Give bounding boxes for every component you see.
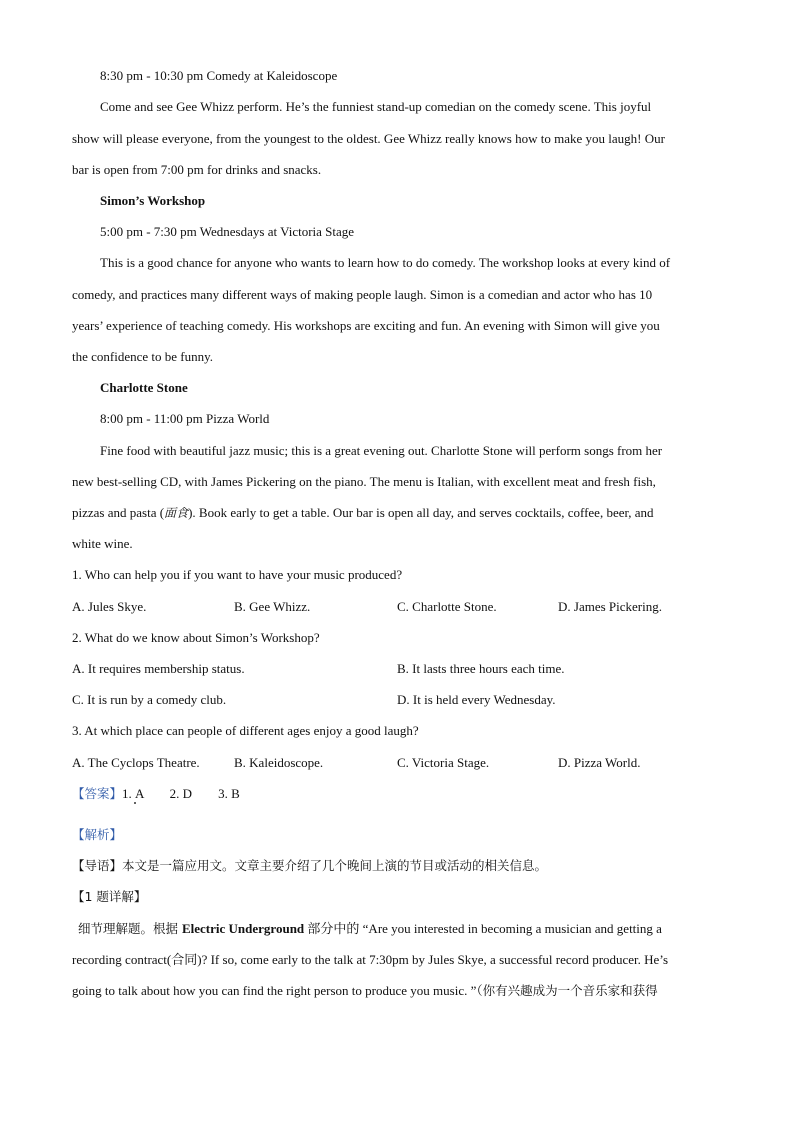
q2-option-a: A. It requires membership status. (72, 661, 245, 676)
answer-line (72, 785, 722, 803)
question-3: 3. At which place can people of different ages enjoy a good laugh? (72, 723, 419, 738)
q2-option-c: C. It is run by a comedy club. (72, 692, 227, 707)
event-time-charlotte: 8:00 pm - 11:00 pm Pizza World (100, 411, 270, 426)
event-time-simon: 5:00 pm - 7:30 pm Wednesdays at Victoria Stage (100, 224, 355, 239)
analysis-paragraph-line (78, 920, 728, 938)
paragraph-line: years’ experience of teaching comedy. His workshops are exciting and fun. An evening with Simon will give you (72, 318, 660, 333)
paragraph-line (72, 504, 722, 522)
paragraph-line: new best-selling CD, with James Pickering on the piano. The menu is Italian, with excellent meat and fresh fish, (72, 474, 656, 489)
text-run-bold: Electric Underground (181, 921, 305, 936)
question-1: 1. Who can help you if you want to have your music produced? (72, 567, 403, 582)
q1-option-c: C. Charlotte Stone. (397, 599, 497, 614)
text-run: 部分中的 “Are you interested in becoming a musician and getting a (304, 921, 662, 936)
q3-option-c: C. Victoria Stage. (397, 755, 490, 770)
text-run: 细节理解题。根据 (78, 921, 182, 936)
section-heading-charlotte: Charlotte Stone (100, 380, 188, 395)
chinese-gloss: 面食 (164, 506, 189, 520)
q1-option-b: B. Gee Whizz. (234, 599, 311, 614)
guide-tag: 【导语】 (72, 858, 123, 873)
guide-text: 本文是一篇应用文。文章主要介绍了几个晚间上演的节目或活动的相关信息。 (122, 858, 548, 873)
question-2: 2. What do we know about Simon’s Workshop? (72, 630, 320, 645)
analysis-paragraph-line: recording contract(合同)? If so, come early to the talk at 7:30pm by Jules Skye, a successful record producer. He’s (72, 952, 669, 967)
q2-option-b: B. It lasts three hours each time. (397, 661, 565, 676)
analysis-paragraph-line (72, 982, 722, 1000)
q3-option-d: D. Pizza World. (558, 755, 641, 770)
q2-option-d: D. It is held every Wednesday. (397, 692, 556, 707)
q1-option-d: D. James Pickering. (558, 599, 662, 614)
text-run: going to talk about how you can find the right person to produce you music. ” (72, 983, 477, 998)
section-heading-simon: Simon’s Workshop (100, 193, 206, 208)
text-run: pizzas and pasta ( (72, 505, 165, 520)
q3-option-a: A. The Cyclops Theatre. (72, 755, 200, 770)
answer-values: 1. A 2. D 3. B (122, 786, 240, 801)
guide-line (72, 857, 722, 875)
paragraph-line: bar is open from 7:00 pm for drinks and snacks. (72, 162, 322, 177)
paragraph-line: show will please everyone, from the youngest to the oldest. Gee Whizz really knows how to make you laugh! Our (72, 131, 665, 146)
paragraph-line: comedy, and practices many different ways of making people laugh. Simon is a comedian and actor who has 10 (72, 287, 653, 302)
paragraph-line: Come and see Gee Whizz perform. He’s the funniest stand-up comedian on the comedy scene. This joyful (100, 99, 652, 114)
stray-dot (134, 802, 136, 804)
answer-tag: 【答案】 (72, 786, 123, 801)
q1-detail-heading: 【1 题详解】 (72, 889, 147, 904)
paragraph-line: white wine. (72, 536, 133, 551)
text-run: ). Book early to get a table. Our bar is open all day, and serves cocktails, coffee, beer, and (188, 505, 654, 520)
paragraph-line: the confidence to be funny. (72, 349, 214, 364)
q1-option-a: A. Jules Skye. (72, 599, 147, 614)
event-time-kaleidoscope: 8:30 pm - 10:30 pm Comedy at Kaleidoscope (100, 68, 338, 83)
paragraph-line: Fine food with beautiful jazz music; this is a great evening out. Charlotte Stone will perform songs from her (100, 443, 663, 458)
paragraph-line: This is a good chance for anyone who wants to learn how to do comedy. The workshop looks at every kind of (100, 255, 671, 270)
text-run: （你有兴趣成为一个音乐家和获得 (476, 983, 658, 998)
analysis-heading: 【解析】 (72, 827, 123, 842)
q3-option-b: B. Kaleidoscope. (234, 755, 324, 770)
